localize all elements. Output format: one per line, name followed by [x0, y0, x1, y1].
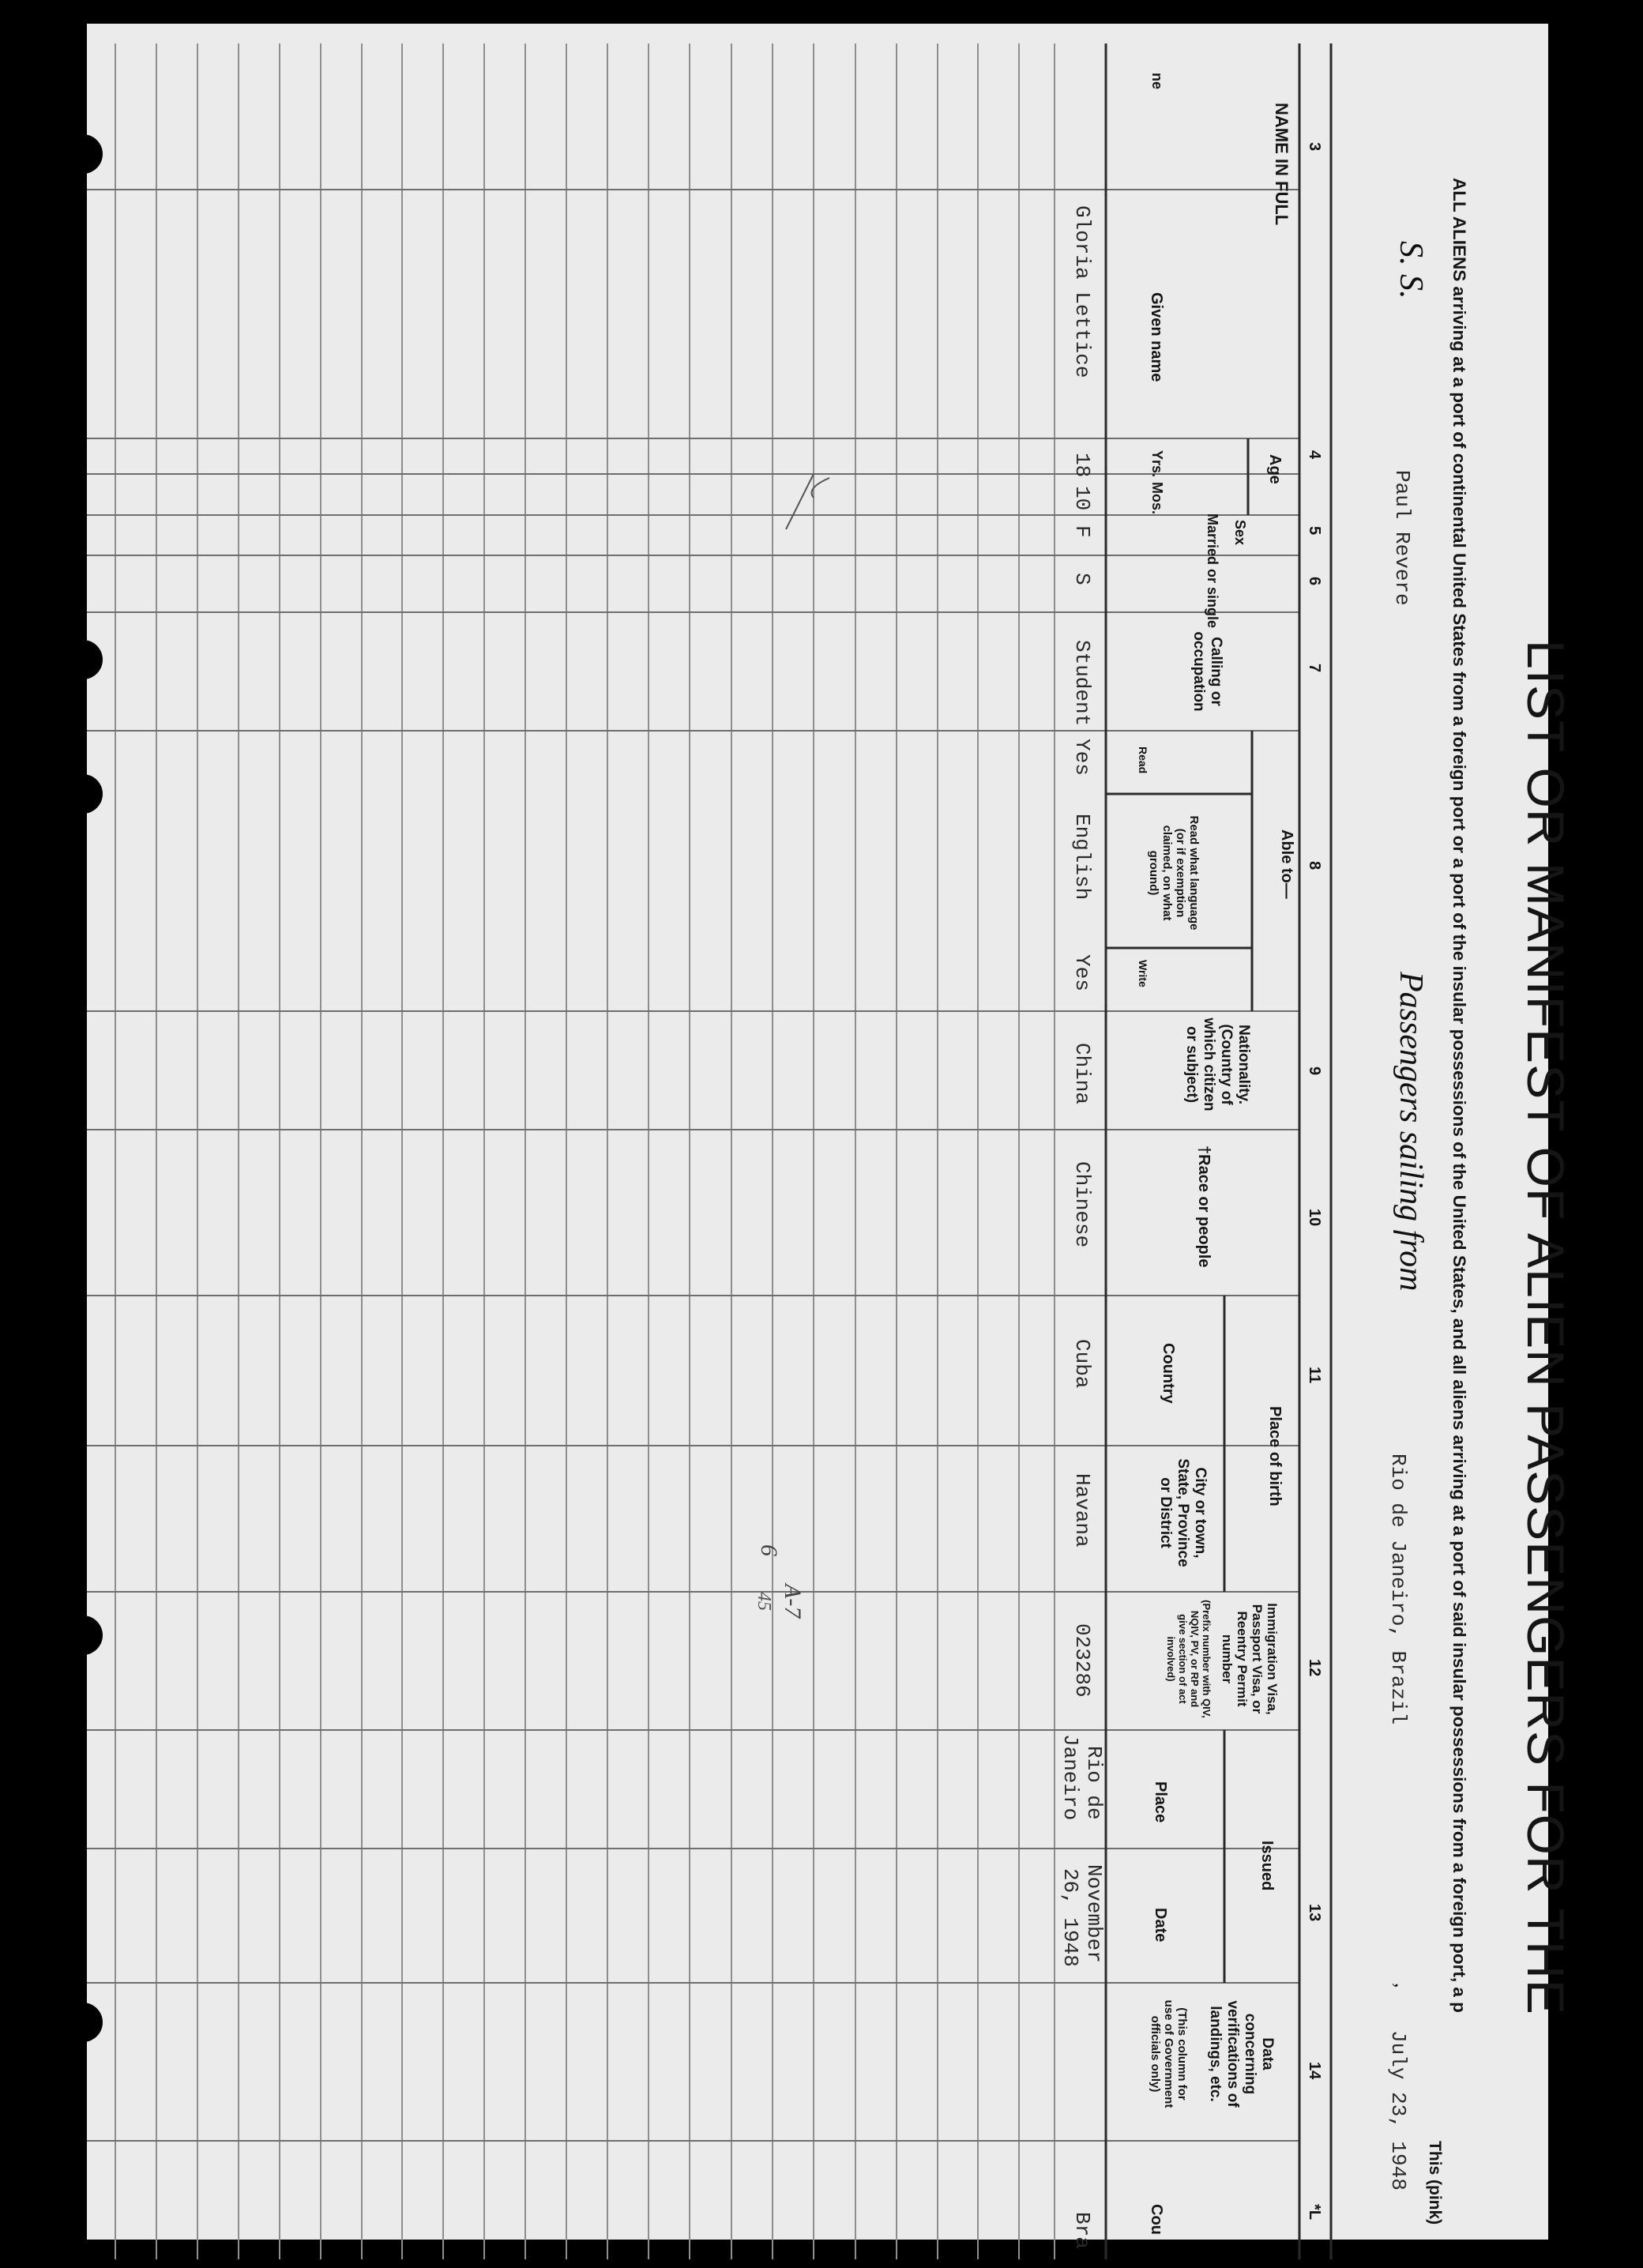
column-number: 8 [1306, 861, 1323, 871]
ss-label: S. S. [1393, 241, 1429, 299]
passenger-given-name: Gloria Lettice [1070, 205, 1094, 378]
header-able-to: Able to— [1278, 829, 1295, 899]
header-calling: Calling or occupation [1190, 631, 1224, 712]
passenger-nationality: China [1070, 1043, 1094, 1105]
ship-name: Paul Revere [1390, 470, 1414, 606]
header-date: Date [1152, 1908, 1169, 1943]
column-number: 3 [1306, 142, 1323, 152]
header-data-concerning: Data concerning verifications of landings, etc. [1207, 2000, 1276, 2108]
header-nationality: Nationality. (Country of which citizen or subject) [1183, 1017, 1252, 1111]
passenger-next-column: Bra [1070, 2212, 1094, 2249]
column-number: 10 [1306, 1209, 1323, 1227]
column-lines [87, 190, 1299, 2141]
passenger-race: Chinese [1070, 1161, 1094, 1248]
header-lines [1106, 43, 1331, 2259]
port-name: Rio de Janeiro, Brazil [1386, 1454, 1410, 1725]
header-name-in-full: NAME IN FULL [1272, 103, 1291, 226]
header-sex: Sex [1232, 520, 1248, 546]
header-race: †Race or people [1195, 1145, 1213, 1268]
passenger-married: S [1070, 573, 1094, 585]
passenger-read: Yes [1070, 739, 1094, 776]
passenger-issued-date-line1: November [1082, 1864, 1106, 1963]
column-number: 5 [1306, 526, 1323, 536]
handwritten-note: 45 [754, 1592, 774, 1611]
header-given-name: Given name [1148, 292, 1165, 382]
header-read-language: Read what language (or if exemption claimed, on what ground) [1147, 815, 1201, 931]
handwritten-note: 6 [756, 1544, 782, 1556]
manifest-page [87, 24, 1575, 2249]
rotated-form [87, 24, 1643, 2268]
passenger-visa-number: 023286 [1070, 1623, 1094, 1698]
passenger-issued-place-line2: Janeiro [1058, 1734, 1082, 1821]
header-write: Write [1137, 960, 1149, 987]
this-copy-label: This (pink) [1426, 2141, 1444, 2225]
form-title: LIST OR MANIFEST OF ALIEN PASSENGERS FOR THE [1517, 640, 1575, 2015]
header-visa: Immigration Visa, Passport Visa, or Reentry Permit number [1220, 1603, 1280, 1715]
column-number: 7 [1306, 664, 1323, 673]
header-mos: Mos. [1149, 482, 1165, 515]
header-age: Age [1266, 454, 1284, 484]
passenger-issued-date-line2: 26, 1948 [1058, 1868, 1082, 1967]
column-number: 6 [1306, 577, 1323, 586]
column-number: 14 [1306, 2062, 1323, 2080]
sailing-label: Passengers sailing from [1393, 972, 1429, 1292]
header-married: Married or single [1205, 513, 1220, 629]
column-number: 12 [1306, 1659, 1323, 1677]
header-place-of-birth: Place of birth [1266, 1406, 1284, 1506]
handwritten-note: A-7 [780, 1584, 806, 1619]
comma: , [1391, 1983, 1414, 1988]
passenger-birth-city: Havana [1070, 1473, 1094, 1548]
manifest-date: July 23, 1948 [1386, 2030, 1410, 2191]
header-read: Read [1137, 747, 1149, 774]
passenger-language: English [1070, 814, 1094, 901]
passenger-age-months: 10 [1070, 486, 1094, 511]
passenger-sex: F [1070, 525, 1094, 538]
column-number: 4 [1306, 450, 1323, 460]
passenger-issued-place-line1: Rio de [1082, 1746, 1106, 1820]
row-lines [115, 43, 1055, 2259]
header-edge-top: *L [1306, 2204, 1323, 2220]
column-number: 11 [1306, 1367, 1323, 1384]
header-edge-bottom: Cou [1148, 2204, 1165, 2235]
header-place: Place [1152, 1781, 1169, 1823]
header-country: Country [1160, 1343, 1177, 1404]
header-visa-note: (Prefix number with QIV, NQIV, PV, or RP and give section of act involved) [1165, 1600, 1213, 1718]
passenger-birth-country: Cuba [1070, 1339, 1094, 1389]
header-edge-left: ne [1149, 73, 1165, 90]
header-issued: Issued [1258, 1841, 1276, 1891]
header-govt-note: (This column for use of Government officials only) [1149, 1999, 1189, 2108]
passenger-write: Yes [1070, 954, 1094, 991]
column-number: 13 [1306, 1904, 1323, 1922]
form-subtitle: ALL ALIENS arriving at a port of continental United States from a foreign port or a port of the insular possessions of the United States, and all aliens arriving at a port of said insular possessions from a foreign port, a p [1449, 178, 1469, 2013]
header-city: City or town, State, Province or District [1157, 1458, 1209, 1567]
passenger-age-years: 18 [1070, 453, 1094, 478]
header-yrs: Yrs. [1149, 450, 1165, 478]
column-number: 9 [1306, 1066, 1323, 1076]
passenger-occupation: Student [1070, 640, 1094, 727]
